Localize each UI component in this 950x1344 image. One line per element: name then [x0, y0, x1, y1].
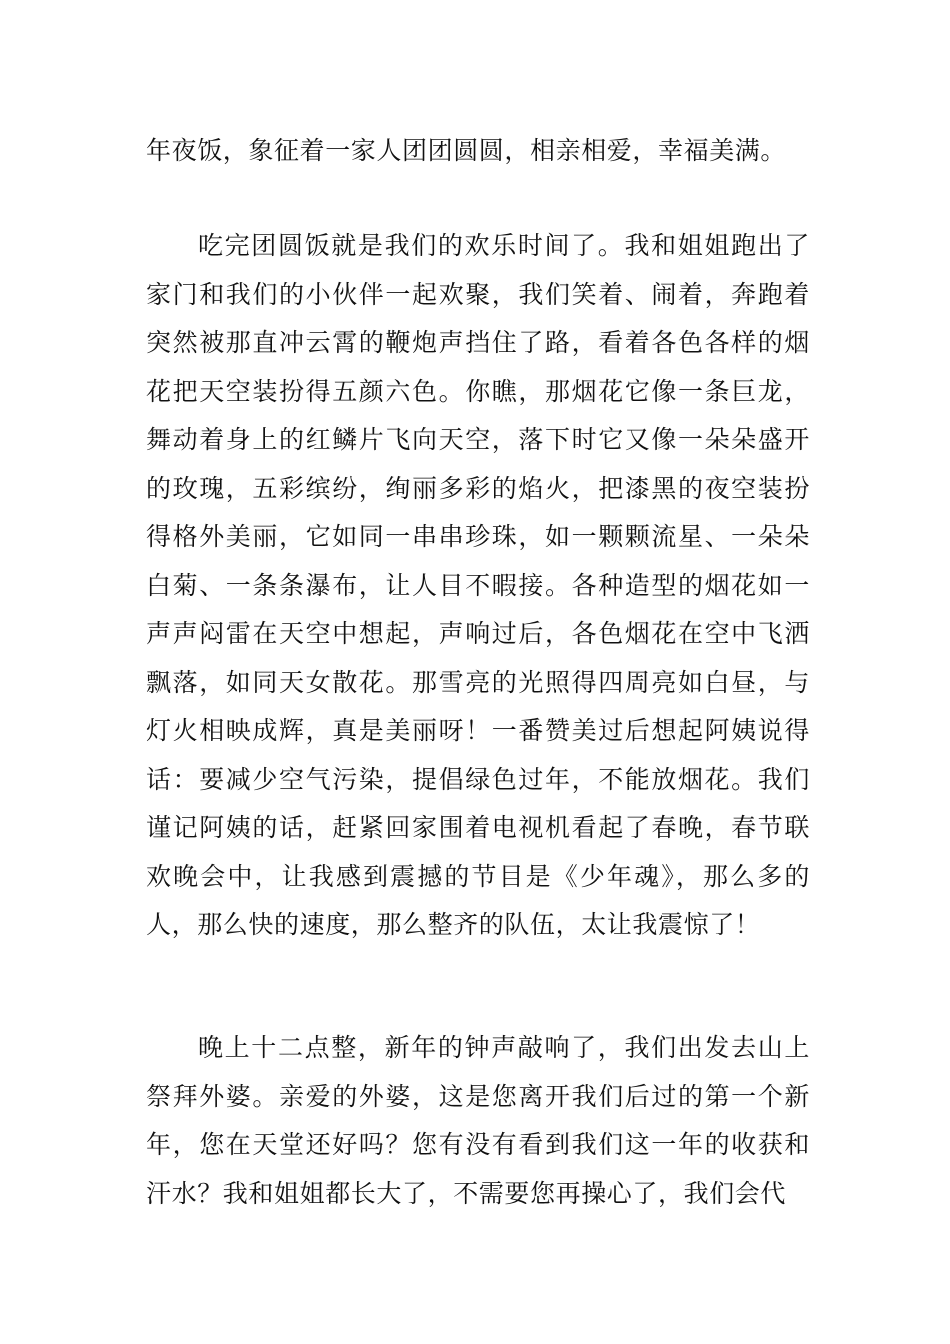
paragraph-new-year-dinner: 年夜饭，象征着一家人团团圆圆，相亲相爱，幸福美满。	[146, 136, 787, 165]
paragraph-midnight-grandmother: 晚上十二点整，新年的钟声敲响了，我们出发去山上祭拜外婆。亲爱的外婆，这是您离开我们后过的第一个新年，您在天堂还好吗？您有没有看到我们这一年的收获和汗水？我和姐姐都长大了，不需要您再操心了，我们会代	[146, 1033, 810, 1208]
paragraph-fireworks: 吃完团圆饭就是我们的欢乐时间了。我和姐姐跑出了家门和我们的小伙伴一起欢聚，我们笑着、闹着，奔跑着突然被那直冲云霄的鞭炮声挡住了路，看着各色各样的烟花把天空装扮得五颜六色。你瞧，那烟花它像一条巨龙，舞动着身上的红鳞片飞向天空，落下时它又像一朵朵盛开的玫瑰，五彩缤纷，绚丽多彩的焰火，把漆黑的夜空装扮得格外美丽，它如同一串串珍珠，如一颗颗流星、一朵朵白菊、一条条瀑布，让人目不暇接。各种造型的烟花如一声声闷雷在天空中想起，声响过后，各色烟花在空中飞洒飘落，如同天女散花。那雪亮的光照得四周亮如白昼，与灯火相映成辉，真是美丽呀！一番赞美过后想起阿姨说得话：要减少空气污染，提倡绿色过年，不能放烟花。我们谨记阿姨的话，赶紧回家围着电视机看起了春晚，春节联欢晚会中，让我感到震撼的节目是《少年魂》，那么多的人，那么快的速度，那么整齐的队伍，太让我震惊了！	[146, 231, 810, 939]
